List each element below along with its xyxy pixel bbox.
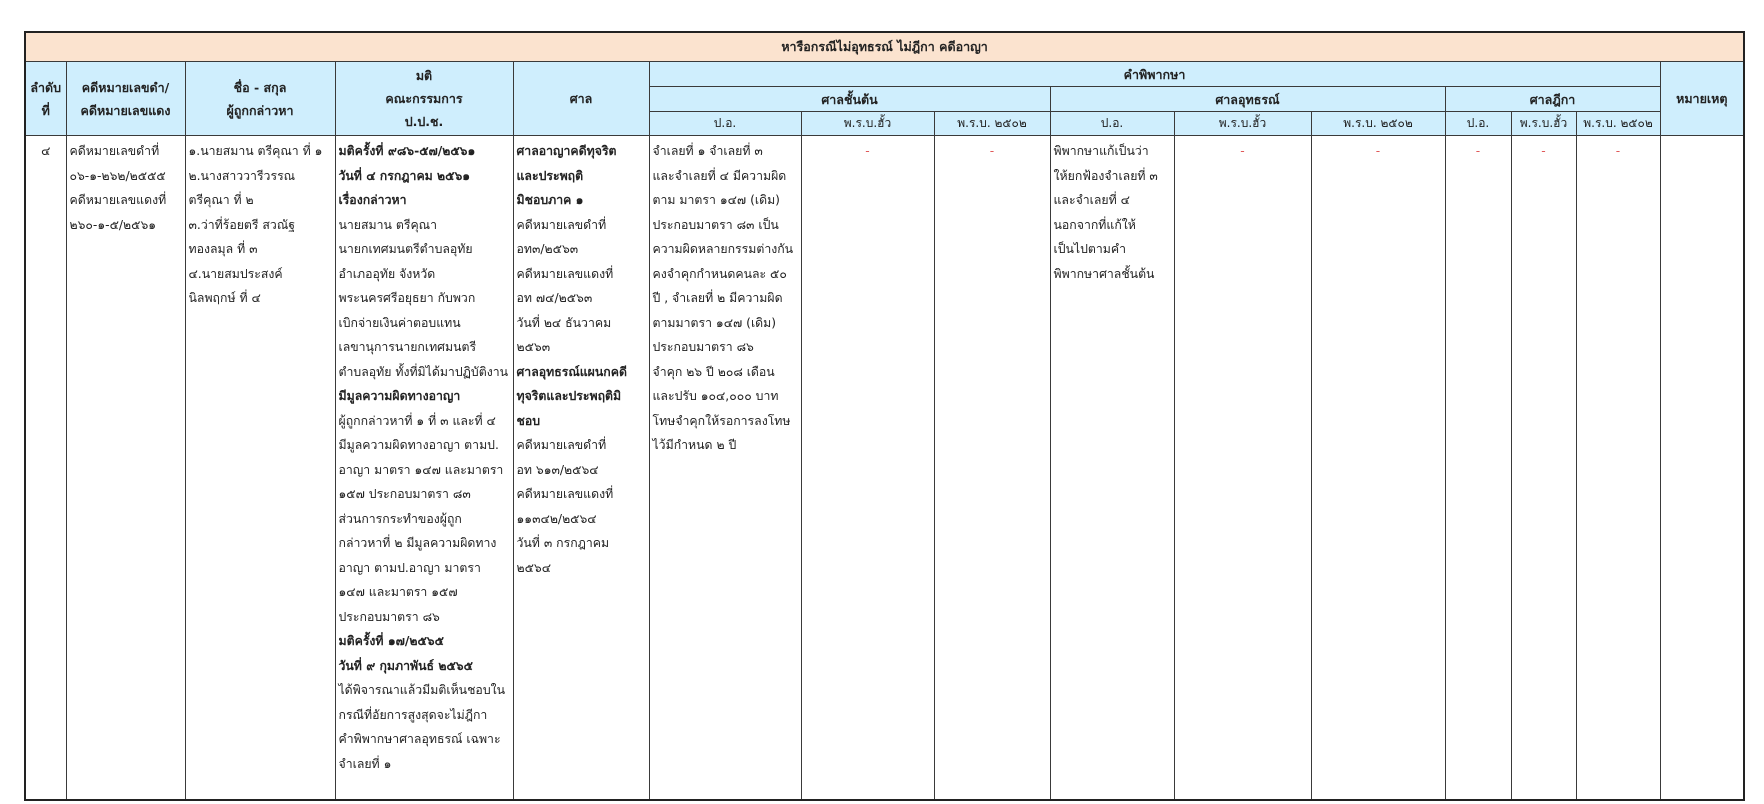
court-line: อท๓/๒๕๖๓ xyxy=(516,242,579,256)
header-seq-line-2: ที่ xyxy=(41,102,50,118)
case-no-line: ๐๖-๑-๒๖๒/๒๕๕๕ xyxy=(69,168,166,183)
resolution-line: ๑๔๗ และมาตรา ๑๕๗ xyxy=(338,585,458,599)
appeal-po-line: พิพากษาแก้เป็นว่า xyxy=(1053,144,1149,158)
header-resolution-line-2: คณะกรรมการ xyxy=(385,91,463,106)
name-line: ตรีคุณา ที่ ๒ xyxy=(188,193,254,207)
header-appeal-court: ศาลอุทธรณ์ xyxy=(1050,87,1445,112)
court-line: มิชอบภาค ๑ xyxy=(516,193,584,207)
resolution-line: กรณีที่อัยการสูงสุดจะไม่ฎีกา xyxy=(338,707,488,722)
resolution-line: อาญา มาตรา ๑๔๗ และมาตรา xyxy=(338,462,504,477)
first-po-line: ปี , จำเลยที่ ๒ มีความผิด xyxy=(652,291,783,305)
resolution-line: ตำบลอุทัย ทั้งที่มิได้มาปฏิบัติงาน xyxy=(338,364,509,379)
court-line: และประพฤติ xyxy=(516,168,584,183)
header-seq-line-1: ลำดับ xyxy=(30,79,62,95)
header-court: ศาล xyxy=(513,62,649,136)
court-line: วันที่ ๒๔ ธันวาคม xyxy=(516,315,612,330)
case-table xyxy=(24,31,1745,801)
cell-remark xyxy=(1660,136,1744,801)
resolution-line: คำพิพากษาศาลอุทธรณ์ เฉพาะ xyxy=(338,732,501,746)
resolution-line: วันที่ ๙ กุมภาพันธ์ ๒๕๖๕ xyxy=(338,658,473,673)
header-supreme-po: ป.อ. xyxy=(1445,112,1511,136)
case-no-line: ๒๖๐-๑-๕/๒๕๖๑ xyxy=(69,217,157,232)
header-first-prb-old: พ.ร.บ.ฮั้ว xyxy=(801,112,934,136)
name-line: ๓.ว่าที่ร้อยตรี สวณัฐ xyxy=(188,217,296,232)
cell-case-no xyxy=(66,136,185,801)
resolution-line: เลขานุการนายกเทศมนตรี xyxy=(338,340,477,354)
header-name-line-1: ชื่อ - สกุล xyxy=(233,79,287,95)
court-line: คดีหมายเลขดำที่ xyxy=(516,438,607,452)
appeal-po-line: ให้ยกฟ้องจำเลยที่ ๓ xyxy=(1053,168,1158,183)
resolution-line: ได้พิจารณาแล้วมีมติเห็นชอบใน xyxy=(338,683,506,697)
header-case-no-line-2: คดีหมายเลขแดง xyxy=(80,102,171,118)
header-name-line-2: ผู้ถูกกล่าวหา xyxy=(226,102,294,118)
resolution-line: มติครั้งที่ ๙๘๖-๕๗/๒๕๖๑ xyxy=(338,144,476,158)
cell-names xyxy=(185,136,335,801)
cell-supreme-prb-2502: - xyxy=(1576,136,1660,801)
header-case-no-line-1: คดีหมายเลขดำ/ xyxy=(81,79,170,95)
header-first-po: ป.อ. xyxy=(649,112,801,136)
appeal-po-line: เป็นไปตามคำ xyxy=(1053,242,1127,256)
first-po-line: ประกอบมาตรา ๘๖ xyxy=(652,340,754,354)
appeal-po-line: พิพากษาศาลชั้นต้น xyxy=(1053,266,1155,281)
court-line: คดีหมายเลขดำที่ xyxy=(516,217,607,232)
court-line: ๒๕๖๔ xyxy=(516,560,552,575)
case-no-line: คดีหมายเลขดำที่ xyxy=(69,144,160,158)
resolution-line: นายกเทศมนตรีตำบลอุทัย xyxy=(338,242,473,256)
resolution-line: ส่วนการกระทำของผู้ถูก xyxy=(338,511,462,526)
resolution-line: อาญา ตามป.อาญา มาตรา xyxy=(338,560,481,575)
cell-first-prb-2502: - xyxy=(934,136,1050,801)
first-po-line: จำคุก ๒๖ ปี ๒๐๘ เดือน xyxy=(652,364,775,379)
court-line: ชอบ xyxy=(516,413,541,428)
first-po-line: ตามมาตรา ๑๔๗ (เดิม) xyxy=(652,315,777,330)
first-po-line: และจำเลยที่ ๔ มีความผิด xyxy=(652,168,787,183)
first-po-line: และปรับ ๑๐๔,๐๐๐ บาท xyxy=(652,389,779,403)
court-line: วันที่ ๓ กรกฎาคม xyxy=(516,536,610,550)
header-seq xyxy=(25,62,66,136)
cell-first-po xyxy=(649,136,801,801)
resolution-line: วันที่ ๔ กรกฎาคม ๒๕๖๑ xyxy=(338,168,471,183)
resolution-line: นายสมาน ตรีคุณา xyxy=(338,217,437,232)
resolution-line: จำเลยที่ ๑ xyxy=(338,756,392,771)
table-row xyxy=(25,136,1744,801)
header-resolution-line-1: มติ xyxy=(415,68,433,83)
header-supreme-prb-2502: พ.ร.บ. ๒๕๐๒ xyxy=(1576,112,1660,136)
first-po-line: ตาม มาตรา ๑๔๗ (เดิม) xyxy=(652,193,780,207)
header-first-court: ศาลชั้นต้น xyxy=(649,87,1050,112)
first-po-line: ความผิดหลายกรรมต่างกัน xyxy=(652,242,794,256)
court-line: ศาลอุทธรณ์แผนกคดี xyxy=(516,364,627,379)
resolution-line: พระนครศรีอยุธยา กับพวก xyxy=(338,291,476,305)
header-resolution xyxy=(335,62,513,136)
name-line: ๒.นางสาววารีวรรณ xyxy=(188,168,296,183)
name-line: ๑.นายสมาน ตรีคุณา ที่ ๑ xyxy=(188,144,323,158)
cell-resolution xyxy=(335,136,513,801)
appeal-po-line: นอกจากที่แก้ให้ xyxy=(1053,217,1136,232)
court-line: คดีหมายเลขแดงที่ xyxy=(516,487,614,501)
cell-supreme-prb-old: - xyxy=(1511,136,1576,801)
cell-seq: ๔ xyxy=(25,136,66,801)
header-appeal-prb-old: พ.ร.บ.ฮั้ว xyxy=(1174,112,1311,136)
header-appeal-po: ป.อ. xyxy=(1050,112,1174,136)
cell-supreme-po: - xyxy=(1445,136,1511,801)
resolution-line: เรื่องกล่าวหา xyxy=(338,193,407,207)
name-line: นิลพฤกษ์ ที่ ๔ xyxy=(188,291,261,305)
case-no-line: คดีหมายเลขแดงที่ xyxy=(69,193,167,207)
header-case-no xyxy=(66,62,185,136)
resolution-line: มีมูลความผิดทางอาญา ตามป. xyxy=(338,438,499,452)
court-line: ศาลอาญาคดีทุจริต xyxy=(516,144,617,158)
first-po-line: ไว้มีกำหนด ๒ ปี xyxy=(652,438,737,452)
first-po-line: จำเลยที่ ๑ จำเลยที่ ๓ xyxy=(652,144,763,158)
first-po-line: โทษจำคุกให้รอการลงโทษ xyxy=(652,413,791,428)
header-remark: หมายเหตุ xyxy=(1660,62,1744,136)
resolution-line: กล่าวหาที่ ๒ มีมูลความผิดทาง xyxy=(338,536,497,550)
header-name xyxy=(185,62,335,136)
appeal-po-line: และจำเลยที่ ๔ xyxy=(1053,193,1130,207)
header-appeal-prb-2502: พ.ร.บ. ๒๕๐๒ xyxy=(1311,112,1445,136)
cell-appeal-po xyxy=(1050,136,1174,801)
first-po-line: ประกอบมาตรา ๘๓ เป็น xyxy=(652,217,779,232)
cell-appeal-prb-old: - xyxy=(1174,136,1311,801)
court-line: ๒๕๖๓ xyxy=(516,340,551,354)
case-table-container xyxy=(24,31,1745,801)
resolution-line: เบิกจ่ายเงินค่าตอบแทน xyxy=(338,315,461,330)
court-line: ๑๑๓๔๒/๒๕๖๔ xyxy=(516,511,597,526)
header-resolution-line-3: ป.ป.ช. xyxy=(404,114,444,129)
court-line: อท ๖๑๓/๒๕๖๔ xyxy=(516,462,599,477)
name-line: ทองลมุล ที่ ๓ xyxy=(188,242,258,256)
court-line: ทุจริตและประพฤติมิ xyxy=(516,389,622,403)
resolution-line: ผู้ถูกกล่าวหาที่ ๑ ที่ ๓ และที่ ๔ xyxy=(338,413,496,428)
cell-court xyxy=(513,136,649,801)
resolution-line: มีมูลความผิดทางอาญา xyxy=(338,389,461,403)
header-supreme-court: ศาลฎีกา xyxy=(1445,87,1660,112)
table-title: หารือกรณีไม่อุทธรณ์ ไม่ฎีกา คดีอาญา xyxy=(25,32,1744,62)
header-supreme-prb-old: พ.ร.บ.ฮั้ว xyxy=(1511,112,1576,136)
cell-appeal-prb-2502: - xyxy=(1311,136,1445,801)
resolution-line: อำเภออุทัย จังหวัด xyxy=(338,266,436,281)
cell-first-prb-old: - xyxy=(801,136,934,801)
first-po-line: คงจำคุกกำหนดคนละ ๕๐ xyxy=(652,266,787,281)
court-line: คดีหมายเลขแดงที่ xyxy=(516,266,614,281)
header-judgment: คำพิพากษา xyxy=(649,62,1660,87)
name-line: ๔.นายสมประสงค์ xyxy=(188,266,283,281)
resolution-line: ประกอบมาตรา ๘๖ xyxy=(338,609,440,624)
resolution-line: มติครั้งที่ ๑๗/๒๕๖๕ xyxy=(338,634,444,648)
resolution-line: ๑๕๗ ประกอบมาตรา ๘๓ xyxy=(338,487,471,501)
header-first-prb-2502: พ.ร.บ. ๒๕๐๒ xyxy=(934,112,1050,136)
court-line: อท ๗๔/๒๕๖๓ xyxy=(516,291,593,305)
